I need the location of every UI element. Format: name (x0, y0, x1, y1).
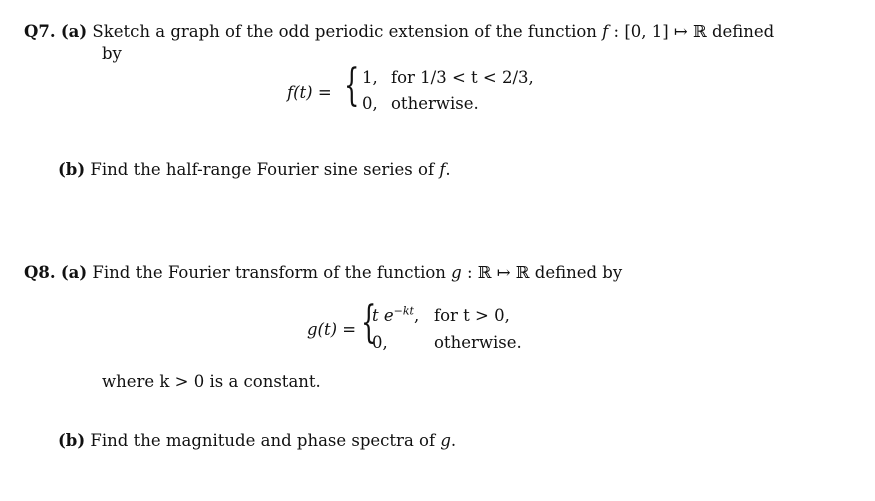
q7-case2-value: 0, (362, 94, 378, 113)
q8-case2-value: 0, (372, 333, 388, 352)
q7-equation-lhs: f(t) = (287, 83, 332, 102)
q7-part-a-domain: : [0, 1] ↦ ℝ defined (608, 22, 775, 41)
q7-part-a-text: Sketch a graph of the odd periodic extension of the function (92, 22, 603, 41)
q8-part-a-text: Find the Fourier transform of the function (92, 263, 452, 282)
q8-part-b-fn: g (440, 431, 451, 450)
q8-where-text: where k > 0 is a constant. (102, 372, 321, 391)
q7-part-a-label: (a) (60, 22, 88, 41)
q8-part-b-label: (b) (58, 431, 86, 450)
q8-case1-end: , (413, 306, 420, 325)
q7-case2-condition: otherwise. (391, 94, 479, 113)
q8-case1-exponent: −kt (393, 304, 414, 318)
q8-equation-brace: { (361, 297, 377, 348)
q8-case2-condition: otherwise. (434, 333, 522, 352)
q8-part-a-line (24, 263, 622, 282)
q7-part-b (58, 160, 451, 179)
q8-case1-value (372, 306, 419, 325)
q7-equation-brace: { (344, 60, 360, 111)
q7-case1-condition: for 1/3 < t < 2/3, (391, 68, 534, 87)
q7-part-b-end: . (445, 160, 451, 179)
q8-case1-condition: for t > 0, (434, 306, 510, 325)
q7-part-b-text: Find the half-range Fourier sine series of (90, 160, 440, 179)
q8-part-a-label: (a) (60, 263, 88, 282)
q7-part-a-fn: f (602, 22, 609, 41)
q7-part-b-fn: f (439, 160, 446, 179)
q7-part-a-line1 (24, 22, 774, 41)
q8-part-a-fn: g (451, 263, 462, 282)
q8-equation-lhs: g(t) = (307, 320, 357, 339)
q8-part-b (58, 431, 456, 450)
q7-case1-value: 1, (362, 68, 378, 87)
q8-part-b-end: . (450, 431, 457, 450)
q8-part-a-domain: : ℝ ↦ ℝ defined by (461, 263, 623, 282)
q7-number: Q7. (24, 22, 56, 41)
q8-number: Q8. (24, 263, 56, 282)
q8-case1-base: t e (372, 306, 394, 325)
q8-part-b-text: Find the magnitude and phase spectra of (90, 431, 441, 450)
q7-part-b-label: (b) (58, 160, 86, 179)
q7-part-a-line2: by (102, 44, 122, 63)
